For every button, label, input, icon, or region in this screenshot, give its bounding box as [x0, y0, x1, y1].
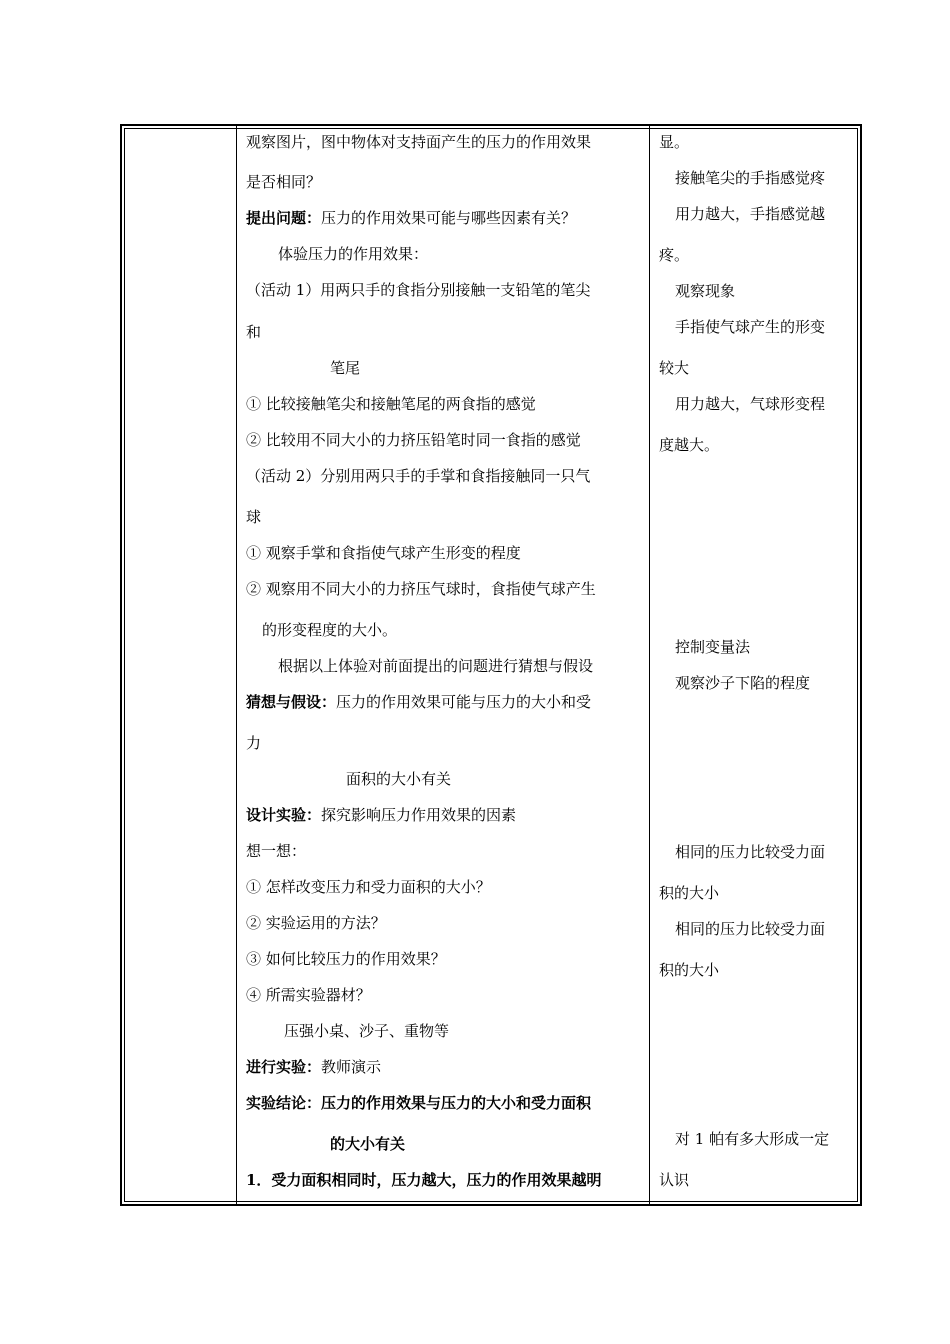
middle-line-27: 实验结论：压力的作用效果与压力的大小和受力面积	[246, 1094, 592, 1112]
middle-line-14: 的形变程度的大小。	[262, 621, 398, 639]
middle-line-8: ① 比较接触笔尖和接触笔尾的两食指的感觉	[246, 395, 536, 413]
middle-line-5: （活动 1）用两只手的食指分别接触一支铅笔的笔尖	[246, 281, 591, 299]
right-line-4: 疼。	[659, 246, 690, 264]
right-line-13: 积的大小	[659, 884, 720, 902]
right-line-16: 对 1 帕有多大形成一定	[675, 1130, 830, 1148]
middle-line-22: ② 实验运用的方法？	[246, 914, 386, 932]
left-column	[126, 126, 234, 1202]
lesson-table	[120, 124, 862, 1206]
middle-line-10: （活动 2）分别用两只手的手掌和食指接触同一只气	[246, 467, 591, 485]
middle-line-11: 球	[246, 508, 262, 526]
middle-line-7: 笔尾	[330, 359, 361, 377]
right-line-2: 接触笔尖的手指感觉疼	[675, 169, 826, 187]
middle-line-21: ① 怎样改变压力和受力面积的大小？	[246, 878, 491, 896]
middle-line-20: 想一想：	[246, 842, 307, 860]
middle-line-23: ③ 如何比较压力的作用效果？	[246, 950, 446, 968]
middle-line-1: 观察图片，图中物体对支持面产生的压力的作用效果	[246, 133, 592, 151]
right-line-6: 手指使气球产生的形变	[675, 318, 826, 336]
column-divider-right	[649, 126, 650, 1204]
right-line-7: 较大	[659, 359, 690, 377]
middle-line-9: ② 比较用不同大小的力挤压铅笔时同一食指的感觉	[246, 431, 581, 449]
right-line-10: 控制变量法	[675, 638, 751, 656]
middle-line-28: 的大小有关	[330, 1135, 406, 1153]
middle-line-26: 进行实验：教师演示	[246, 1058, 382, 1076]
right-line-15: 积的大小	[659, 961, 720, 979]
middle-line-13: ② 观察用不同大小的力挤压气球时，食指使气球产生	[246, 580, 596, 598]
right-line-5: 观察现象	[675, 282, 736, 300]
middle-line-29: 1．受力面积相同时，压力越大，压力的作用效果越明	[246, 1171, 602, 1189]
right-column	[651, 126, 859, 1202]
right-line-3: 用力越大，手指感觉越	[675, 205, 826, 223]
right-line-1: 显。	[659, 133, 690, 151]
right-line-14: 相同的压力比较受力面	[675, 920, 826, 938]
right-line-12: 相同的压力比较受力面	[675, 843, 826, 861]
middle-line-18: 面积的大小有关	[346, 770, 452, 788]
middle-line-15: 根据以上体验对前面提出的问题进行猜想与假设	[278, 657, 594, 675]
middle-line-4: 体验压力的作用效果：	[278, 245, 429, 263]
middle-line-25: 压强小桌、沙子、重物等	[284, 1022, 450, 1040]
middle-line-2: 是否相同？	[246, 173, 322, 191]
middle-line-17: 力	[246, 734, 262, 752]
right-line-11: 观察沙子下陷的程度	[675, 674, 811, 692]
middle-line-6: 和	[246, 323, 262, 341]
middle-line-19: 设计实验：探究影响压力作用效果的因素	[246, 806, 517, 824]
middle-line-24: ④ 所需实验器材？	[246, 986, 371, 1004]
middle-line-12: ① 观察手掌和食指使气球产生形变的程度	[246, 544, 521, 562]
middle-column	[238, 126, 648, 1202]
column-divider-left	[236, 126, 237, 1204]
middle-line-3: 提出问题：压力的作用效果可能与哪些因素有关？	[246, 209, 577, 227]
middle-line-16: 猜想与假设：压力的作用效果可能与压力的大小和受	[246, 693, 592, 711]
right-line-17: 认识	[659, 1171, 690, 1189]
right-line-8: 用力越大，气球形变程	[675, 395, 826, 413]
right-line-9: 度越大。	[659, 436, 720, 454]
